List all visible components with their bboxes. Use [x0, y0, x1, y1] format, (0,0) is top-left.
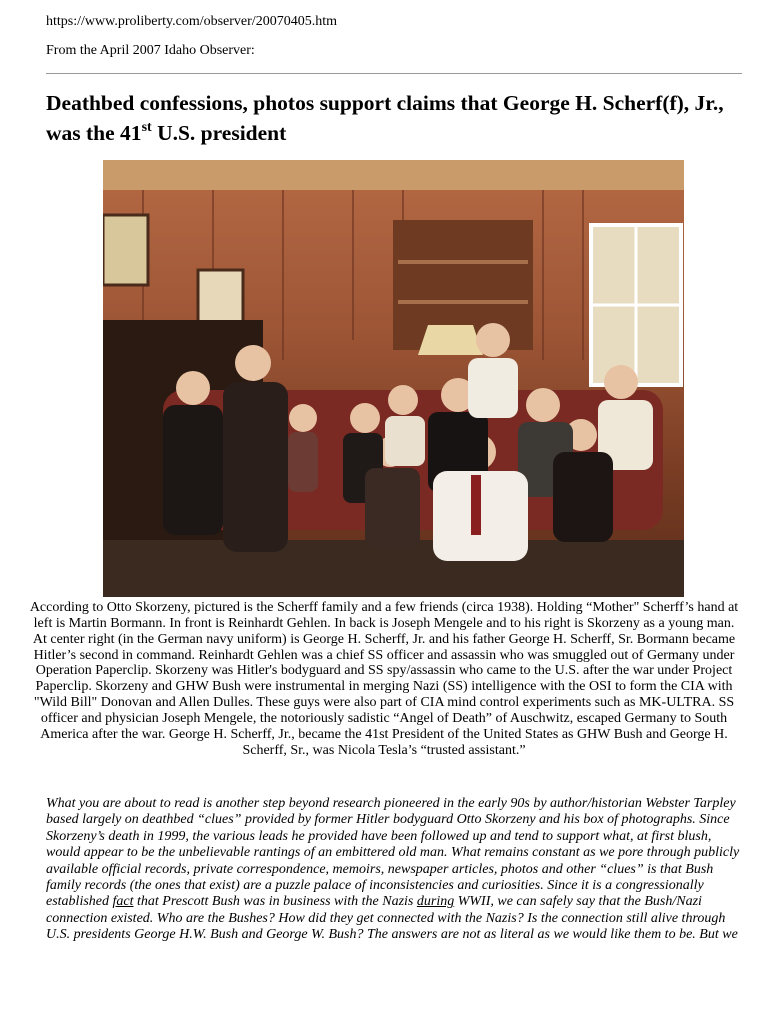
emphasis-fact: fact	[112, 894, 134, 910]
headline-superscript: st	[141, 119, 152, 135]
article-headline	[46, 88, 756, 148]
page-url: https://www.proliberty.com/observer/20070405.htm	[46, 14, 337, 29]
body-text-segment-3: WWII, we can safely say that the Bush/Nazi connection existed. Who are the Bushes? How did they get connected with the Nazis? Is the connection still alive through U.S. presidents George H.W. Bush and George W. Bush? The answers are not as literal as we would like them to be. But we	[46, 894, 738, 943]
article-intro	[46, 796, 746, 944]
source-line: From the April 2007 Idaho Observer:	[46, 43, 255, 58]
headline-text-end: U.S. president	[151, 121, 287, 145]
family-photo	[103, 160, 684, 597]
family-photo-drawing	[103, 160, 684, 597]
body-text-segment-1: What you are about to read is another step beyond research pioneered in the early 90s by author/historian Webster Tarpley based largely on deathbed “clues” provided by former Hitler bodyguard Otto Skorzeny and his box of photographs. Since Skorzeny’s death in 1999, the various leads he provided have been followed up and tend to support what, at first blush, would appear to be the unbelievable rantings of an embittered old man. What remains constant as we pore through publicly available official records, private correspondence, memoirs, newspaper articles, photos and other “clues” is that Bush family records (the ones that exist) are a puzzle palace of inconsistencies and curiosities. Since it is a congressionally established	[46, 796, 740, 910]
headline-text: Deathbed confessions, photos support claims that George H. Scherf(f), Jr., was the 41	[46, 91, 724, 145]
horizontal-rule	[46, 73, 742, 74]
emphasis-during: during	[416, 894, 455, 910]
body-text-segment-2: that Prescott Bush was in business with the Nazis	[133, 894, 417, 910]
photo-caption: According to Otto Skorzeny, pictured is the Scherff family and a few friends (circa 1938). Holding “Mother" Scherff’s hand at left is Martin Bormann. In front is Reinhardt Gehlen. In back is Joseph Mengele and to his right is Skorzeny as a young man. At center right (in the German navy uniform) is George H. Scherff, Jr. and his father George H. Scherff, Sr. Bormann became Hitler’s second in command. Reinhardt Gehlen was a chief SS officer and assassin who was smuggled out of Germany under Operation Paperclip. Skorzeny was Hitler's bodyguard and SS spy/assassin who came to the U.S. after the war under Project Paperclip. Skorzeny and GHW Bush were instrumental in merging Nazi (SS) intelligence with the OSI to form the CIA with "Wild Bill" Donovan and Allen Dulles. These guys were also part of CIA mind control experiments such as MK-ULTRA. SS officer and physician Joseph Mengele, the notoriously sadistic “Angel of Death” of Auschwitz, escaped Germany to South America after the war. George H. Scherff, Jr., became the 41st President of the United States as GHW Bush and George H. Scherff, Sr., was Nicola Tesla’s “trusted assistant.”	[29, 600, 739, 758]
